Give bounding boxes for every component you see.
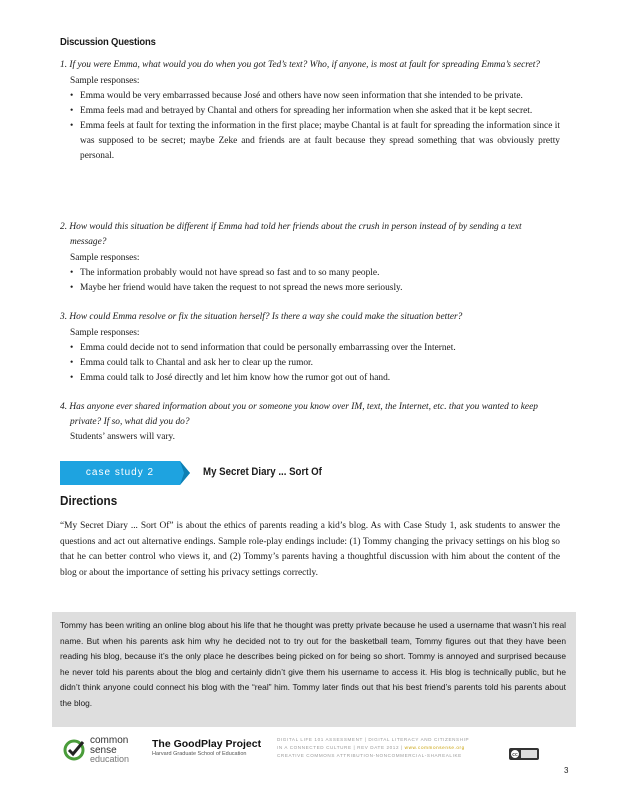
question-2: [60, 220, 560, 296]
common-sense-check-icon: [62, 738, 88, 764]
response-item: • Emma feels mad and betrayed by Chantal and others for spreading her information when she asked that it be kept secret.: [70, 104, 560, 119]
question-text: 3. How could Emma resolve or fix the situation herself? Is there a way she could make the situation better?: [60, 312, 463, 322]
response-list: [60, 341, 560, 386]
fine-print-line-1: DIGITAL LIFE 101 ASSESSMENT | DIGITAL LITERACY AND CITIZENSHIP: [277, 737, 470, 742]
goodplay-subtitle: Harvard Graduate School of Education: [152, 751, 247, 757]
goodplay-title: The GoodPlay Project: [152, 738, 262, 750]
story-box: [52, 612, 576, 727]
question-text: 4. Has anyone ever shared information about you or someone you know over IM, text, the Internet, etc. that you wanted to keep private? If so, what did you do?: [60, 402, 538, 427]
directions-body: “My Secret Diary ... Sort Of” is about the ethics of parents reading a kid’s blog. As with Case Study 1, ask students to answer the questions and act out alternative endings. Sample role-play endings include: (1) Tommy changing the privacy settings on his blog so that he can better control who views it, and (2) Tommy’s parents having a thoughtful discussion with him about the content of the blog or about the importance of setting his privacy settings correctly.: [60, 521, 560, 578]
footer-fine-print: [277, 736, 507, 760]
response-item: • Emma could decide not to send information that could be personally embarrassing over the Internet.: [70, 341, 560, 356]
logo-line-sense: sense: [90, 744, 117, 756]
logo-line-common: common: [90, 735, 129, 746]
response-item: • The information probably would not have spread so fast and to so many people.: [70, 266, 560, 281]
question-4: [60, 400, 560, 445]
question-3: [60, 310, 560, 386]
goodplay-logo: [152, 738, 261, 757]
question-1: [60, 58, 560, 164]
response-item: • Emma feels at fault for texting the information in the first place; maybe Chantal is at fault for spreading the information since it was supposed to be secret; maybe Zeke and friends are at fault because they spread something that was obviously pretty personal.: [70, 119, 560, 164]
question-text: 1. If you were Emma, what would you do when you got Ted’s text? Who, if anyone, is most at fault for spreading Emma’s secret?: [60, 60, 540, 70]
sample-responses-label: Sample responses:: [70, 253, 140, 263]
sample-responses-label: Sample responses:: [70, 76, 140, 86]
question-answer: Students’ answers will vary.: [70, 432, 175, 442]
fine-print-line-3: CREATIVE COMMONS ATTRIBUTION-NONCOMMERCIAL-SHAREALIKE: [277, 753, 462, 758]
story-text: Tommy has been writing an online blog about his life that he thought was pretty private because he used a username that wasn’t his real name. But when his parents ask him why he decided not to try out for the basketball team, Tommy figures out that they have been reading his blog, because it’s the only place he describes being picked on for being so short. Tommy is annoyed and surprised because he never told his parents about the blog and certainly didn’t give them his username to access it. His blog is technically public, but he didn’t think anyone could connect his blog with the “real” him. Tommy later finds out that his best friend’s parents told his parents about the blog.: [60, 620, 566, 708]
response-list: [60, 266, 560, 296]
case-study-banner: [60, 461, 190, 485]
svg-text:cc: cc: [512, 752, 518, 758]
creative-commons-icon: [509, 748, 539, 760]
logo-line-education: education: [90, 754, 130, 764]
common-sense-wordmark: [90, 736, 129, 765]
question-text: 2. How would this situation be different if Emma had told her friends about the crush in person instead of by sending a text message?: [60, 222, 522, 247]
common-sense-logo: [62, 736, 142, 768]
response-item: • Emma would be very embarrassed because José and others have now seen information that she intended to be private.: [70, 89, 560, 104]
discussion-questions-heading: Discussion Questions: [60, 36, 156, 48]
footer: [62, 736, 562, 772]
page-number: 3: [564, 766, 569, 775]
case-study-title: My Secret Diary ... Sort Of: [203, 466, 322, 478]
response-item: • Maybe her friend would have taken the request to not spread the news more seriously.: [70, 281, 560, 296]
response-item: • Emma could talk to Chantal and ask her to clear up the rumor.: [70, 356, 560, 371]
case-study-label: case study 2: [85, 467, 155, 478]
fine-print-line-2: [277, 744, 507, 752]
fine-print-line-2-text: IN A CONNECTED CULTURE | REV DATE 2012 |: [277, 745, 403, 750]
footer-website-link[interactable]: www.commonsense.org: [404, 745, 465, 750]
response-item: • Emma could talk to José directly and let him know how the rumor got out of hand.: [70, 371, 560, 386]
sample-responses-label: Sample responses:: [70, 328, 140, 338]
response-list: [60, 89, 560, 164]
directions-heading: Directions: [60, 493, 118, 508]
